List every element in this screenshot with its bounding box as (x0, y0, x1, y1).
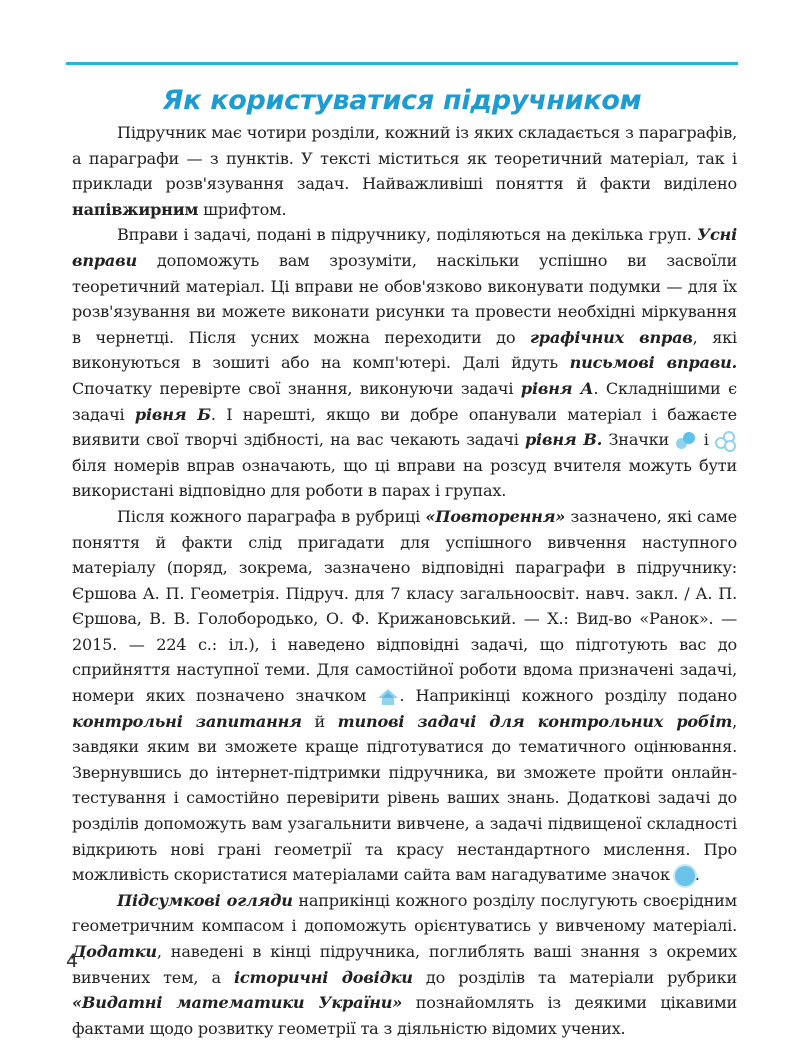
text: , які виконуються в зошиті або на комп'ютері. Далі йдуть (72, 327, 737, 373)
text: й (301, 711, 338, 731)
text: . (694, 865, 700, 885)
text: зазначено, які саме поняття й факти слід пригадати для успішного вивчення наступного матеріалу (поряд, зокрема, зазначено відповідні параграфи в підручнику: Єршова А. П. Геометрія. Підруч. для 7 класу загальноосвіт. навч. закл. / А. П. Єршова, В. В. Голобородько, О. Ф. Крижановський. — Х.: Вид-во «Ранок». — 2015. — 224 с.: іл.), і наведено відповідні задачі, що підготують вас до сприйняття наступної теми. Для самостійної роботи вдома призначені задачі, номери яких позначено значком (72, 506, 737, 706)
info-icon: i (675, 866, 695, 886)
main-text (72, 120, 737, 1041)
term-repetition: «Повторення» (425, 506, 566, 526)
text: Після кожного параграфа в рубриці (117, 506, 426, 526)
page-number: 4 (66, 950, 79, 972)
term-level-a: рівня А (520, 378, 594, 398)
text: біля номерів вправ означають, що ці вправи на розсуд вчителя можуть бути використані відповідно для роботи в парах і групах. (72, 455, 737, 501)
group-work-icon (715, 431, 737, 451)
text: познайомлять із деякими цікавими фактами щодо розвитку геометрії та з діяльністю відомих учених. (72, 993, 737, 1038)
text: Спочатку перевірте свої знання, виконуючи задачі (72, 378, 521, 398)
text: , наведені в кінці підручника, поглиблять ваші знання з окремих вивчених тем, а (72, 942, 737, 987)
term-historical-notes: історичні довідки (233, 967, 413, 987)
text: Вправи і задачі, подані в підручнику, поділяються на декілька груп. (117, 225, 698, 245)
page-title: Як користуватися підручником (162, 85, 642, 116)
paragraph-2 (72, 222, 737, 504)
term-typical-tasks: типові задачі для контрольних робіт (337, 711, 733, 731)
group-circle (724, 440, 736, 452)
text: наприкінці кожного розділу послугують своєрідним геометричним компасом і допоможуть орієнтуватись у вивченому матеріалі. (72, 890, 738, 936)
term-level-v: рівня В. (525, 430, 603, 450)
term-outstanding-mathematicians: «Видатні математики України» (72, 993, 403, 1013)
paragraph-4 (72, 888, 737, 1041)
term-summary-reviews: Підсумкові огляди (117, 890, 293, 910)
term-control-questions: контрольні запитання (72, 711, 302, 731)
pair-work-icon (675, 431, 697, 451)
text: . Наприкінці кожного розділу подано (399, 686, 737, 706)
text: . Складнішими є задачі (72, 378, 737, 424)
text: допоможуть вам зрозуміти, наскільки успішно ви засвоїли теоретичний матеріал. Ці вправи не обов'язково виконувати подумки — для їх розв'язування ви можете виконати рисунки та провести необхідні міркування в чернетці. Після усних можна переходити до (72, 250, 737, 347)
text: , завдяки яким ви зможете краще підготуватися до тематичного оцінювання. Звернувшись до інтернет-підтримки підручника, ви зможете пройти онлайн-тестування і самостійно перевірити рівень ваших знань. Додаткові задачі до розділів допоможуть вам узагальнити вивчене, а задачі підвищеної складності відкриють нові грані геометрії та красу нестандартного мислення. Про можливість скористатися матеріалами сайта вам нагадуватиме значок (72, 711, 738, 885)
home-icon (377, 687, 399, 707)
text: . І нарешті, якщо ви добре опанували матеріал і бажаєте виявити свої творчі здібності, на вас чекають задачі (72, 404, 737, 450)
text: шрифтом. (198, 199, 287, 219)
term-appendices: Додатки (72, 942, 157, 961)
paragraph-1 (72, 120, 737, 222)
bold-term: напівжирним (72, 199, 199, 219)
term-oral-exercises: Усні вправи (72, 225, 737, 270)
top-rule (66, 62, 738, 65)
paragraph-3 (72, 504, 737, 888)
text: до розділів та матеріали рубрики (412, 967, 737, 987)
term-written-exercises: письмові вправи. (569, 353, 738, 373)
term-level-b: рівня Б (134, 404, 211, 424)
text: Підручник має чотири розділи, кожний із яких складається з параграфів, а параграфи — з пунктів. У тексті міститься як теоретичний матеріал, так і приклади розв'язування задач. Найважливіші поняття й факти виділено (72, 123, 737, 194)
text: і (697, 430, 716, 450)
term-graphic-exercises: графічних вправ (529, 327, 693, 347)
text: Значки (602, 430, 676, 450)
